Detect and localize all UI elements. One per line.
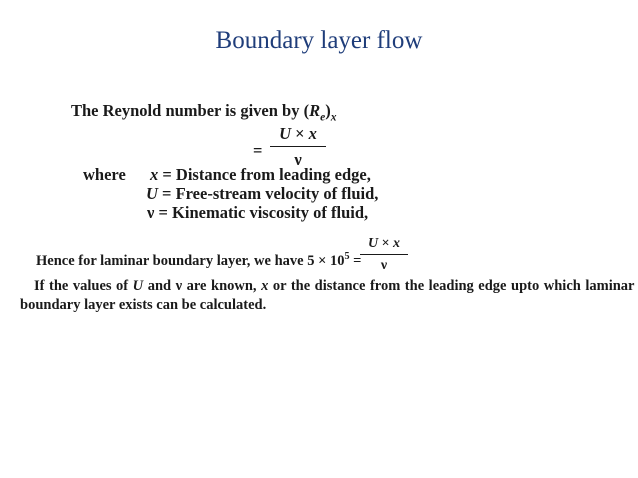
reynolds-equals: =	[253, 141, 263, 160]
reynolds-symbol: R	[309, 101, 321, 120]
reynolds-lead-a: The Reynold	[71, 101, 162, 120]
fraction-bar	[360, 254, 408, 255]
reynolds-intro: The Reynold number is given by $(R_e)_x$	[71, 101, 337, 124]
laminar-fraction	[360, 236, 408, 274]
reynolds-fraction	[270, 124, 326, 170]
reynolds-numerator: U × x	[279, 124, 317, 143]
where-item-nu: ν = Kinematic viscosity of fluid,	[147, 203, 369, 222]
conclusion-line-2: boundary layer exists can be calculated.	[20, 297, 267, 313]
reynolds-symbol-var: x	[330, 111, 337, 124]
page-title: Boundary layer flow	[215, 27, 423, 54]
where-label: where	[83, 165, 126, 184]
reynolds-denominator: ν	[294, 150, 302, 169]
laminar-denominator: ν	[380, 258, 388, 273]
laminar-statement: Hence for laminar boundary layer, we have $5 \times 10^5$ =	[36, 251, 362, 269]
reynolds-symbol-sub: e	[320, 111, 326, 124]
conclusion-line-1: If the values of U and ν are known, x or the distance from the leading edge upto which laminar	[34, 278, 635, 294]
fraction-bar	[270, 146, 326, 147]
where-item-u: U = Free-stream velocity of fluid,	[146, 184, 379, 203]
where-item-x: x = Distance from leading edge,	[150, 165, 371, 184]
laminar-numerator: U × x	[367, 236, 401, 251]
reynolds-lead-b: number is given by	[165, 101, 300, 120]
